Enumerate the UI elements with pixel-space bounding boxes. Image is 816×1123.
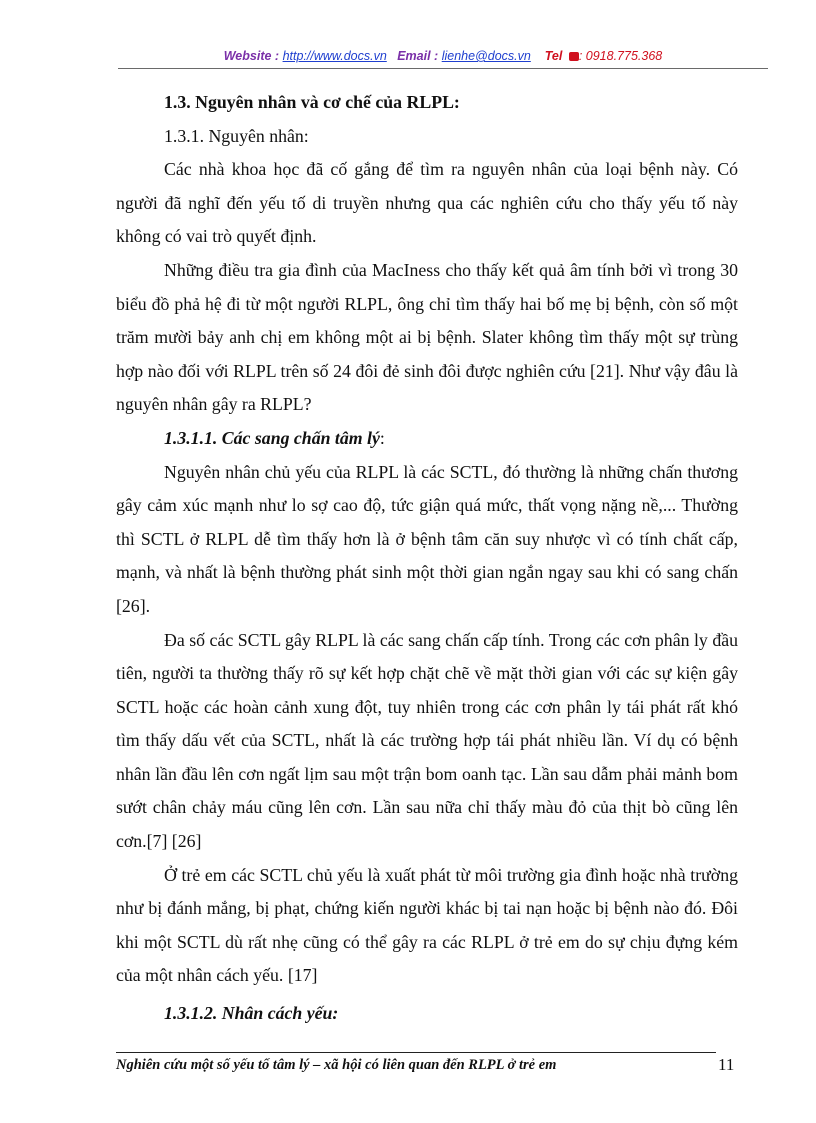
subsection-title-colon: :: [379, 427, 385, 448]
paragraph: Nguyên nhân chủ yếu của RLPL là các SCTL, đó thường là những chấn thương gây cảm xúc mạnh như lo sợ cao độ, tức giận quá mức, thất vọng nặng nề,... Thường thì SCTL ở RLPL dễ tìm thấy hơn là ở bệnh tâm căn suy nhược vì có tính chất cấp, mạnh, và nhất là bệnh thường phát sinh một thời gian ngắn ngay sau khi có sang chấn [26].: [116, 461, 738, 616]
footer-divider: [116, 1052, 716, 1053]
paragraph: Những điều tra gia đình của MacIness cho thấy kết quả âm tính bởi vì trong 30 biểu đồ phả hệ đi từ một người RLPL, ông chỉ tìm thấy hai bố mẹ bị bệnh, còn số một trăm mười bảy anh chị em không một ai bị bệnh. Slater không tìm thấy một sự trùng hợp nào đối với RLPL trên số 24 đôi đẻ sinh đôi được nghiên cứu [21]. Như vậy đâu là nguyên nhân gây ra RLPL?: [116, 259, 738, 415]
page-header: [118, 44, 768, 69]
section-heading: 1.3. Nguyên nhân và cơ chế của RLPL:: [164, 92, 460, 112]
telephone-icon: [569, 52, 579, 61]
document-body: [116, 86, 738, 1031]
phone-number: : 0918.775.368: [578, 49, 663, 63]
subsection-title: [164, 422, 738, 456]
email-label: Email :: [397, 49, 439, 63]
footer-title: Nghiên cứu một số yếu tố tâm lý – xã hội có liên quan đến RLPL ở trẻ em: [116, 1057, 557, 1073]
paragraph: Các nhà khoa học đã cố gắng để tìm ra nguyên nhân của loại bệnh này. Có người đã nghĩ đến yếu tố di truyền nhưng qua các nghiên cứu cho thấy yếu tố này không có vai trò quyết định.: [116, 159, 738, 247]
email-link[interactable]: lienhe@docs.vn: [441, 49, 531, 63]
subsection-title-text: 1.3.1.1. Các sang chấn tâm lý: [164, 427, 380, 448]
subsection-title: 1.3.1.2. Nhân cách yếu:: [164, 1003, 339, 1024]
subsection-heading: 1.3.1. Nguyên nhân:: [164, 125, 309, 146]
website-label: Website :: [223, 49, 280, 63]
paragraph: Đa số các SCTL gây RLPL là các sang chấn cấp tính. Trong các cơn phân ly đầu tiên, người ta thường thấy rõ sự kết hợp chặt chẽ về mặt thời gian với các sự kiện gây SCTL hoặc các hoàn cảnh xung đột, tuy nhiên trong các cơn phân ly tái phát rất khó tìm thấy dấu vết của SCTL, nhất là các trường hợp tái phát nhiều lần. Ví dụ có bệnh nhân lần đầu lên cơn ngất lịm sau một trận bom oanh tạc. Lần sau dẫm phải mảnh bom sướt chân chảy máu cũng lên cơn. Lần sau nữa chỉ thấy màu đỏ của thịt bò cũng lên cơn.[7] [26]: [116, 629, 738, 852]
tel-label: Tel: [544, 49, 563, 63]
page-number: 11: [718, 1055, 735, 1074]
website-link[interactable]: http://www.docs.vn: [282, 49, 387, 63]
paragraph: Ở trẻ em các SCTL chủ yếu là xuất phát từ môi trường gia đình hoặc nhà trường như bị đánh mắng, bị phạt, chứng kiến người khác bị tai nạn hoặc bị bệnh nào đó. Đôi khi một SCTL dù rất nhẹ cũng có thể gây ra các RLPL ở trẻ em do sự chịu đựng kém của một nhân cách yếu. [17]: [116, 864, 738, 986]
